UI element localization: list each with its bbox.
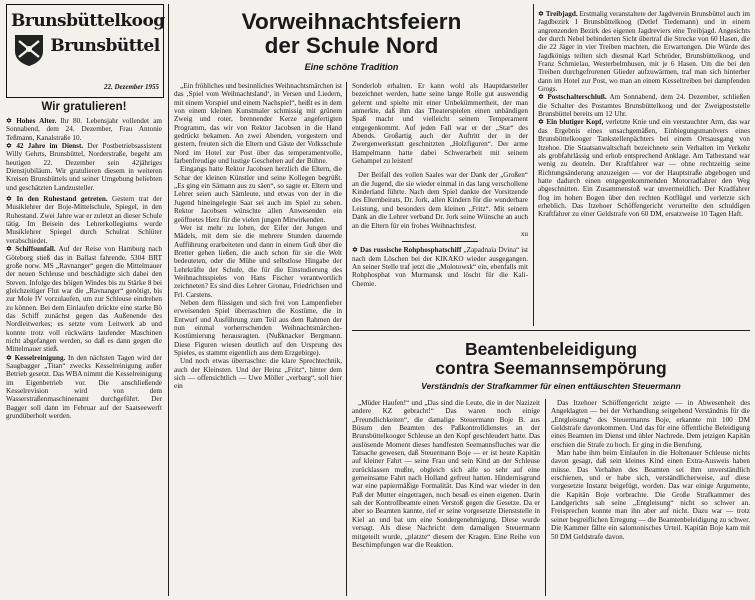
article-paragraph: ✡ Ein blutiger Kopf, verletzte Knie und ein verstauchter Arm, das war das Ergebnis eines unsachgemäßen, Einbiegungsmanövers eines Brunsbüttelkooger Tankstellenpächters bei einem Ortsausgang von Itzehoe. Die Staatsanwaltschaft bezeichnete sein Verhalten im Verkehr als grobfahrlässig und erhob entsprechend Anklage. Am Tatbestand war wenig zu deuteln. Der Kraftfahrer war — ohne rechtzeitig seine Richtungsänderung anzuzeigen — vor der Hauptstraße abgebogen und hatte dadurch einen entgegenkommenden Motorradfahrer den Weg abgeschnitten. Ein Zusammenstoß war unvermeidlich. Der Kradfahrer flog im hohen Bogen über den rechten Kotflügel und verletzte sich erheblich. Das Itzehoer Schöffengericht verurteilte den schuldigen Kraftfahrer zu einer Geldstrafe von 60 DM, ersatzweise 10 Tagen Haft. <box>538 118 750 219</box>
article-paragraph: ✡ Das russische Rohphosphatschiff „Zapadnaia Dvina“ ist nach dem Löschen bei der KIKAKO wieder ausgegangen. An seiner Stelle traf jetzt die „Molotowsk“ ein, ebenfalls mit Rohphosphat von Murmansk und löscht für die Kali-Chemie. <box>352 246 528 288</box>
masthead <box>6 4 164 98</box>
bottom-headline <box>352 340 750 378</box>
column-rule <box>168 4 169 596</box>
article-paragraph: ✡ Treibjagd. Erstmalig veranstaltete der Jagdverein Brunsbüttel auch im Jagdbezirk I Brunsbüttelkoog (Detlef Tiedemann) und in einem angrenzenden Bezirk des eigenen Jagdreviers eine Treibjagd. Angesichts der durch Nebel behinderten Sicht übertraf die Strecke von 60 Hasen, die die 22 Jäger in vier Treiben machten, die Erwartungen. Die Würde des Jagdkönigs teilten sich diesmal Karl Schröder, Brunsbüttelkoog, und Franz Schmielau, Westerbelmhusen, mit je 6 Hasen. Um die bei den Treiben durchgefrorenen Glieder aufzuwärmen, traf man sich hinterher dann im Hotel zur Post, wo man an einem Kesseltreiben bei dampfenden Grogs. <box>538 10 750 94</box>
article-paragraph: Eingangs hatte Rektor Jacobsen herzlich die Eltern, die Schar der kleinen Künstler und seine Kollegen begrüßt. „Es ging ein Sämann aus zu säen“, so sagte er. Eltern und Lehrer seien auch Sämleute, und etwas von der in die Jugend hineingelegte Saat sei auch im Spiel zu sehen. Rektor Jacobsen wünschte allen Anwesenden ein geöffnetes Herz für die vielen jungen Mitwirkenden. <box>174 165 342 224</box>
article-paragraph: Und noch etwas überraschte: die klare Sprechtechnik, auch der Kleinsten. Und der Heinz „Fritz“, hinter dem sich — offensichtlich — Uwe Möller „verbarg“, soll hier ein <box>174 357 342 391</box>
author-signoff: xu <box>520 229 528 238</box>
bottom-headline-line2: contra Seemannsempörung <box>435 358 667 378</box>
section-rule <box>352 330 750 331</box>
column-rule <box>545 399 546 596</box>
right-column <box>538 10 750 326</box>
article-paragraph: Neben dem flüssigen und sich frei von Lampenfieber erweisenden Spiel überraschten die Kostüme, die in Entwurf und Ausführung zum Teil aus dem Rahmen der nun einmal vorherrschenden Weihnachtsmärchen-Kostümierung herausragten. (Nußknacker Bergmann. Diese Figuren wiesen deutlich auf den Ursprung des Spieles, es stammt eigentlich aus dem Erzgebirge). <box>174 298 342 357</box>
masthead-title-line1: Brunsbüttelkoog <box>11 11 165 31</box>
left-column <box>6 117 162 599</box>
column-rule <box>346 82 347 596</box>
article-paragraph: ✡ Kesselreinigung. In den nächsten Tagen wird der Saugbagger „Titan“ zwecks Kesselreinigung außer Betrieb gesetzt. Das WBA nimmt die Kesselreinigung im Eigenbetrieb vor. Die anschließende Kesselrevision wird von dem Wasserstraßenmaschinenamt durchgeführt. Der Bagger soll dann im Februar auf der Saatseewerft grundüberholt werden. <box>6 353 162 421</box>
article-paragraph: ✡ In den Ruhestand getreten. Gestern trat der Musiklehrer der Boje-Mittelschule, Spiegel, in den Ruhestand. Zwei Jahre war er zuletzt an dieser Schule tätig. Im Beisein des Lehrerkollegiums wurde Musiklehrer Spiegel durch Schulrat Schlüter verabschiedet. <box>6 195 162 245</box>
separator-rule <box>402 241 478 242</box>
bottom-subtitle: Verständnis der Strafkammer für einen enttäuschten Steuermann <box>421 381 681 391</box>
article-paragraph: ✡ 42 Jahre im Dienst. Der Postbetriebsassistent Willy Gehrts, Brunsbüttel, Norderstraße, begeht am heutigen 22. Dezember sein 42jähriges Dienstjubiläum. Wir gratulieren diesem in weiteren Kreisen Brunsbüttels und seiner Umgebung beliebten und geschätzten Landzusteller. <box>6 142 162 192</box>
article-paragraph: ✡ Postschalterschluß. Am Sonnabend, dem 24. Dezember, schließen die Schalter des Postamtes Brunsbüttelkoog und der Zweigpoststelle Brunsbüttel bereits um 12 Uhr. <box>538 93 750 119</box>
column-rule <box>533 4 534 326</box>
bottom-headline-line1: Beamtenbeleidigung <box>464 339 638 359</box>
article-paragraph: ✡ Hohes Alter. Ihr 80. Lebensjahr vollendet am Sonnabend, dem 24. Dezember, Frau Antonie Teßmann, Kanalstraße 10. <box>6 117 162 142</box>
feature-column-1 <box>174 82 342 596</box>
article-paragraph: „Müder Haufen!“ und „Das sind die Leute, die in der Nazizeit andere KZ gebracht!“ Das waren noch einige „Freundlichkeiten“, die damalige Steuermann Boje B. aus Büsum den Beamten des Paßkontrolldienstes an der Brunsbüttelkooger Schleuse an den Kopf geschleudert hatte. Das auslösende Moment dieses handfesten Seemannsfluches war die Tatsache gewesen, daß Steuermann Boje — er ist heute Kapitän auf kleiner Fahrt — seine Frau und sein Kind an der Schleuse zurücklassen mußte, obgleich sich alle so sehr auf eine gemeinsame Fahrt nach Holland gefreut hatten. Hindernisgrund war eine papiermäßige Formalität. Das Kind war wieder in den Paß der Mutter eingetragen, noch besaß es einen eigenen. Darin sah der Kontrollbeamte einen Verstoß gegen die Gesetze. Da er aber so Beamten kannte, rief er seine vorgesetzte Dienststelle in Kiel an und bat um eine Sondergenehmigung. Diese wurde versagt. Als diese Nachricht dem damaligen Steuermann mitgeteilt wurde, „platzte“ diesem der Kragen. Eine Reihe von Beschimpfungen war die Reaktion. <box>352 399 540 549</box>
article-paragraph: Man habe ihm beim Einlaufen in die Holtenauer Schleuse nichts davon gesagt, daß sein kleines Kind einen Extra-Ausweis haben müsse. Das Verhalten des Beamten sei ihm unverständlich erschienen, und er habe sich, verständlicherweise, auf diese vorgesetzte Instanz beigefügt, worden. Das war einige Argumente, die Kapitän Boje vorbrachte. Die Große Strafkammer des Landgerichts sah seine „Entgleisung“ nicht so schwer an. Freisprechen konnte man ihn aber auf nicht. Dazu war — trotz seiner begreiflichen Erregung — die Beamtenbeleidigung zu schwer. Die Kammer fällte ein salomonisches Urteil. Kapitän Boje kam mit 50 DM Geldstrafe davon. <box>551 449 750 541</box>
article-paragraph: Das Itzehoer Schöffengericht zeigte — in Abwesenheit des Angeklagten — bei der Verhandlung seitgehend Verständnis für die „Entgleisung“ des Steuermanns Boje, erkannte mit 100 DM Geldstrafe davonkommen. Und das für eine öffentliche Beleidigung eines Beamten im Dienst und übler Nachrede. Dem jetzigen Kapitän erschien die Strafe zu hoch. Er ging in die Berufung. <box>551 399 750 449</box>
feature-headline-line1: Vorweihnachtsfeiern <box>241 9 462 34</box>
bottom-column-2 <box>551 399 750 596</box>
bottom-column-1 <box>352 399 540 596</box>
article-paragraph: „Ein fröhliches und besinnliches Weihnachtsmärchen ist das ‚Spiel vom Weihnachtsland‘, in Versen und Liedern, mit einem Vorspiel und einem Nachspiel“, heißt es in dem von einem kleinen Kunstmaler schmissig mit grünem Zweig und roter, brennender Kerze angefertigten Programm, das wir von Rektor Jacobsen in die Hand gedrückt bekamen. An zwei Abenden, vorgestern und gestern, freuten sich die Eltern und Gäste der Volksschule Nord im Hotel zur Post über das temperamentvolle, farbenfreudige und lustige Geschehen auf der Bühne. <box>174 82 342 166</box>
coat-of-arms-icon <box>13 33 45 67</box>
article-paragraph: ✡ Schiffsunfall. Auf der Reise von Hamburg nach Göteborg stieß das in Ballast fahrende, 5304 BRT große norw. MS „Ravnanger“ gegen die Mittelmauer der neuen Schleuse und beschädigte sich dabei den Steven. Infolge des böigen Windes bis zu Stärke 8 bei gleichzeitiger Flut war die „Ravnanger“ genötigt, bis zur Mole IV vorzulaufen, um zur Schleuse eindrehen zu können. Bei dem Einlaufen drückte eine starke Bö das Schiff zunächst gegen das Außenende des Nordleitwerkes; es setzte vom Leitwerk ab und konnte trotz voll rückwärts laufender Maschinen nicht abgefangen werden, so daß es dann gegen die Mittelmauer stieß. <box>6 245 162 354</box>
feature-column-2 <box>352 82 528 296</box>
article-paragraph: Wer ist mehr zu loben, der Eifer der Jungen und Mädels, mit dem sie die mehrere Stunden dauernde Aufführung erarbeiteten und dann in einem Guß über die Bretter gehen ließen, die auch schon für sie die Welt bedeuteten, oder die Mühe und selbstlose Hingabe der Lehrkräfte der Schule, die für die Einstudierung des Weihnachtsspieles von Hans Fischer verantwortlich zeichneten? Es sind dies Lehrer Gronau, Friedrichsen und Frl. Carstens. <box>174 223 342 299</box>
section-heading-congratulations: Wir gratulieren! <box>41 101 127 113</box>
masthead-date: 22. Dezember 1955 <box>103 83 159 91</box>
article-paragraph: Der Beifall des vollen Saales war der Dank der „Großen“ an die Jugend, die sie wieder einmal in das lang verschollene Kinderland führte. Nach dem Spiel dankte der Vorsitzende des Elternbeirats, Dr. Jork, allen Kindern für die wunderbare Leistung, und besonders dem kleinen „Fritz“. Mit seinem Dank an die Lehrer verband Dr. Jork seine Wünsche an auch an die Eltern für ein frohes Weihnachtsfest. <box>352 171 528 230</box>
article-paragraph: Sonderlob erhalten. Er kann wohl als Hauptdarsteller bezeichnet werden, hatte seine lange Rolle gut auswendig gelernt und spielte mit einer Unbekümmertheit, der man anmerkte, daß ihm das Theaterspielen einen unbändigen Spaß macht und vielleicht seinem Temperament entgegenkommt. Auf jeden Fall war er der „Star“ des Abends. Großartig auch der Auftritt der in der Zwergenwerkstatt geschnitzten „Holzfiguren“. Der arme Hampelmann hatte dabei Schwerarbeit mit seinem Gehampel zu leisten! <box>352 82 528 166</box>
feature-headline <box>174 10 529 58</box>
feature-subtitle: Eine schöne Tradition <box>304 62 399 72</box>
feature-headline-line2: der Schule Nord <box>264 33 439 58</box>
masthead-title-line2: Brunsbüttel <box>50 36 160 56</box>
